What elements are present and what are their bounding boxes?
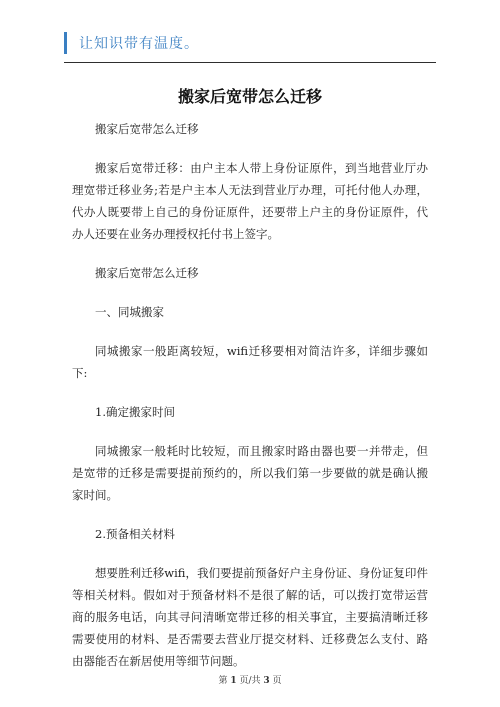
paragraph-same-city-intro: 同城搬家一般距离较短，wifi迁移要相对简洁许多，详细步骤如下: xyxy=(72,344,428,380)
page-header xyxy=(64,30,199,56)
footer-suffix: 页 xyxy=(272,676,282,686)
footer-prefix: 第 xyxy=(218,676,228,686)
header-accent-bar xyxy=(64,32,67,54)
section-heading-same-city: 一、同城搬家 xyxy=(95,305,164,319)
document-body xyxy=(72,118,428,689)
paragraph-step-2: 想要胜利迁移wifi，我们要提前预备好户主身份证、身份证复印件等相关材料。假如对于预备材料不是很了解的话，可以拨打宽带运营商的服务电话，向其寻问清晰宽带迁移的相关事宜，主要搞清晰迁移需要使用的材料、是否需要去营业厅提交材料、迁移费怎么支付、路由器能否在新居使用等细节问题。 xyxy=(72,566,428,668)
header-slogan: 让知识带有温度。 xyxy=(79,36,199,52)
footer-current-page: 1 xyxy=(230,676,237,686)
paragraph-subtitle: 搬家后宽带怎么迁移 xyxy=(95,122,199,136)
footer-total-pages: 3 xyxy=(263,676,270,686)
header-divider xyxy=(64,62,436,63)
paragraph-summary: 搬家后宽带迁移：由户主本人带上身份证原件，到当地营业厅办理宽带迁移业务;若是户主本人无法到营业厅办理，可托付他人办理，代办人既要带上自己的身份证原件，还要带上户主的身份证原件，代办人还要在业务办理授权托付书上签字。 xyxy=(72,161,428,241)
paragraph-subtitle-repeat: 搬家后宽带怎么迁移 xyxy=(95,266,199,280)
page-footer xyxy=(0,673,500,686)
footer-middle: 页/共 xyxy=(239,676,261,686)
step-heading-1: 1.确定搬家时间 xyxy=(95,405,175,419)
step-heading-2: 2.预备相关材料 xyxy=(95,527,175,541)
document-title: 搬家后宽带怎么迁移 xyxy=(177,87,322,106)
paragraph-step-1: 同城搬家一般耗时比较短，而且搬家时路由器也要一并带走，但是宽带的迁移是需要提前预约的，所以我们第一步要做的就是确认搬家时间。 xyxy=(72,444,428,502)
